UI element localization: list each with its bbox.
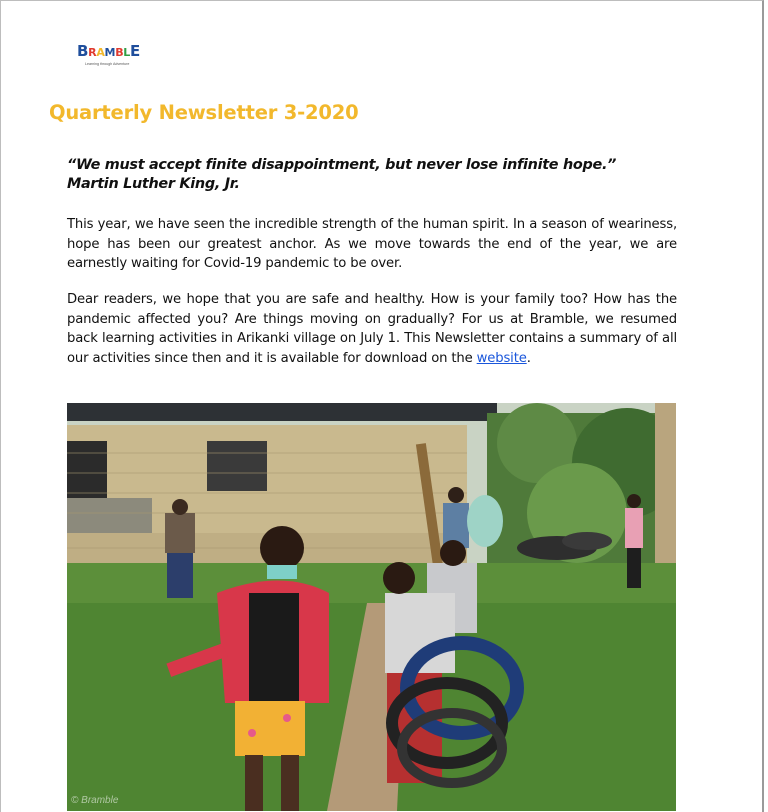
intro-paragraph: This year, we have seen the incredible strength of the human spirit. In a season of weariness, hope has been our greatest anchor. As we move towards the end of the year, we are earnestly waiting for Covid-19 pandemic to be over. xyxy=(67,217,677,271)
logo-letter: M xyxy=(104,46,116,59)
logo-letter: B xyxy=(77,42,89,60)
logo-letter: B xyxy=(115,46,124,59)
photo-credit: © Bramble xyxy=(71,795,119,806)
readers-paragraph-end: . xyxy=(526,350,531,366)
quote-author: Martin Luther King, Jr. xyxy=(67,176,240,192)
logo-wordmark xyxy=(77,43,147,61)
quote-text: “We must accept finite disappointment, but never lose infinite hope.” xyxy=(67,157,617,173)
readers-paragraph xyxy=(67,290,677,368)
logo-tagline: Learning through Adventure xyxy=(85,62,130,66)
bramble-logo xyxy=(77,43,147,65)
logo-letter: L xyxy=(123,46,130,59)
quote-block xyxy=(67,156,687,194)
website-link[interactable]: website xyxy=(476,350,527,366)
logo-letter: E xyxy=(130,42,140,60)
readers-paragraph-text: Dear readers, we hope that you are safe and healthy. How is your family too? How has the pandemic affected you? Are things moving on gradually? For us at Bramble, we resumed back learning activities in Arikanki village on July 1. This Newsletter contains a summary of all our activities since then and it is available for download on the xyxy=(67,292,677,366)
newsletter-title: Quarterly Newsletter 3-2020 xyxy=(49,101,359,124)
logo-letter: A xyxy=(96,46,105,59)
logo-letter: R xyxy=(88,46,97,59)
children-carrying-tires-photo xyxy=(67,403,676,811)
